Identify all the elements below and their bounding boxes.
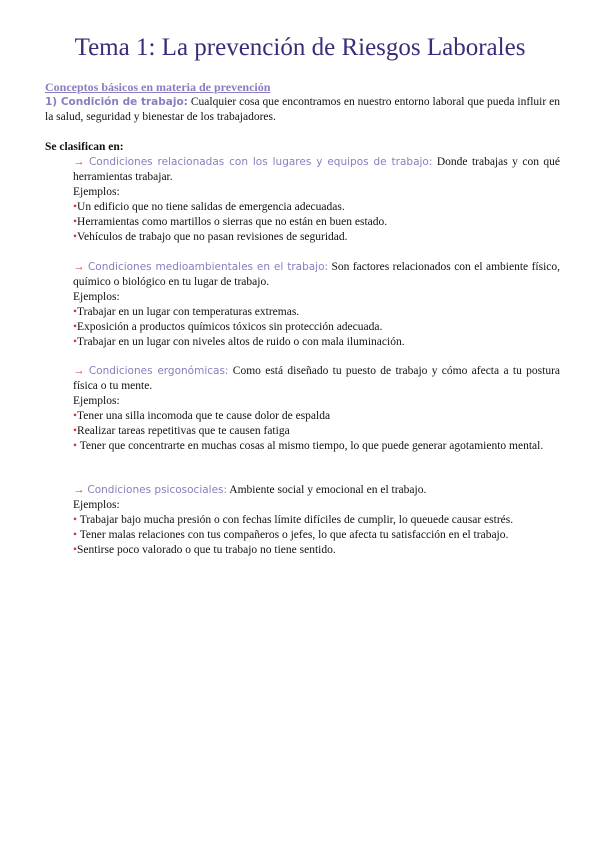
arrow-icon: → — [73, 156, 85, 168]
arrow-icon: → — [73, 261, 85, 273]
list-item: •Vehículos de trabajo que no pasan revisiones de seguridad. — [73, 231, 348, 243]
category-places-equipment — [73, 155, 560, 245]
list-item: •Trabajar en un lugar con temperaturas extremas. — [73, 306, 300, 318]
list-item: •Un edificio que no tiene salidas de emergencia adecuadas. — [73, 201, 345, 213]
list-item: •Herramientas como martillos o sierras que no están en buen estado. — [73, 216, 388, 228]
bullet-icon: • — [73, 544, 78, 556]
bullet-icon: • — [73, 321, 78, 333]
category-intro — [73, 155, 560, 185]
category-label: Condiciones ergonómicas: — [88, 365, 229, 377]
bullet-icon: • — [73, 529, 78, 541]
list-item: •Realizar tareas repetitivas que te causen fatiga — [73, 425, 290, 437]
examples-label: Ejemplos: — [73, 499, 120, 511]
category-intro — [73, 483, 560, 498]
category-text: Ambiente social y emocional en el trabajo. — [227, 484, 427, 496]
examples-label: Ejemplos: — [73, 186, 120, 198]
list-item: •Exposición a productos químicos tóxicos sin protección adecuada. — [73, 321, 383, 333]
category-psychosocial — [73, 483, 560, 558]
category-text: Son factores relacionados con el ambiente físico, químico o biológico en tu lugar de trabajo. — [73, 261, 560, 288]
classify-heading: Se clasifican en: — [45, 141, 124, 153]
bullet-icon: • — [73, 216, 78, 228]
list-item: • Tener malas relaciones con tus compañeros o jefes, lo que afecta tu satisfacción en el trabajo. — [73, 529, 509, 541]
category-label: Condiciones relacionadas con los lugares y equipos de trabajo: — [88, 156, 433, 168]
list-item: •Tener una silla incomoda que te cause dolor de espalda — [73, 410, 331, 422]
category-ergonomic — [73, 364, 560, 454]
bullet-icon: • — [73, 440, 78, 452]
category-intro — [73, 260, 560, 290]
bullet-icon: • — [73, 514, 78, 526]
condition-definition — [45, 95, 560, 125]
bullet-icon: • — [73, 425, 78, 437]
list-item: • Tener que concentrarte en muchas cosas al mismo tiempo, lo que puede generar agotamiento mental. — [73, 440, 544, 452]
category-label: Condiciones medioambientales en el trabajo: — [87, 261, 329, 273]
category-label: Condiciones psicosociales: — [87, 484, 228, 496]
examples-label: Ejemplos: — [73, 291, 120, 303]
bullet-icon: • — [73, 336, 78, 348]
condition-label: 1) Condición de trabajo: — [45, 96, 188, 108]
page-title: Tema 1: La prevención de Riesgos Laborales — [74, 34, 526, 61]
category-text: Como está diseñado tu puesto de trabajo y cómo afecta a tu postura física o tu mente. — [73, 365, 561, 392]
category-text: Donde trabajas y con qué herramientas trabajar. — [73, 156, 560, 183]
arrow-icon: → — [73, 365, 85, 377]
section-subheading: Conceptos básicos en materia de prevención — [45, 80, 271, 94]
category-environmental — [73, 260, 560, 350]
condition-text: Cualquier cosa que encontramos en nuestro entorno laboral que pueda influir en la salud, seguridad y bienestar de los trabajadores. — [45, 96, 560, 123]
bullet-icon: • — [73, 201, 78, 213]
category-intro — [73, 364, 560, 394]
list-item: • Trabajar bajo mucha presión o con fechas límite difíciles de cumplir, lo queuede causar estrés. — [73, 514, 514, 526]
examples-label: Ejemplos: — [73, 395, 120, 407]
bullet-icon: • — [73, 410, 78, 422]
bullet-icon: • — [73, 231, 78, 243]
list-item: •Trabajar en un lugar con niveles altos de ruido o con mala iluminación. — [73, 336, 405, 348]
arrow-icon: → — [73, 484, 85, 496]
bullet-icon: • — [73, 306, 78, 318]
list-item: •Sentirse poco valorado o que tu trabajo no tiene sentido. — [73, 544, 336, 556]
